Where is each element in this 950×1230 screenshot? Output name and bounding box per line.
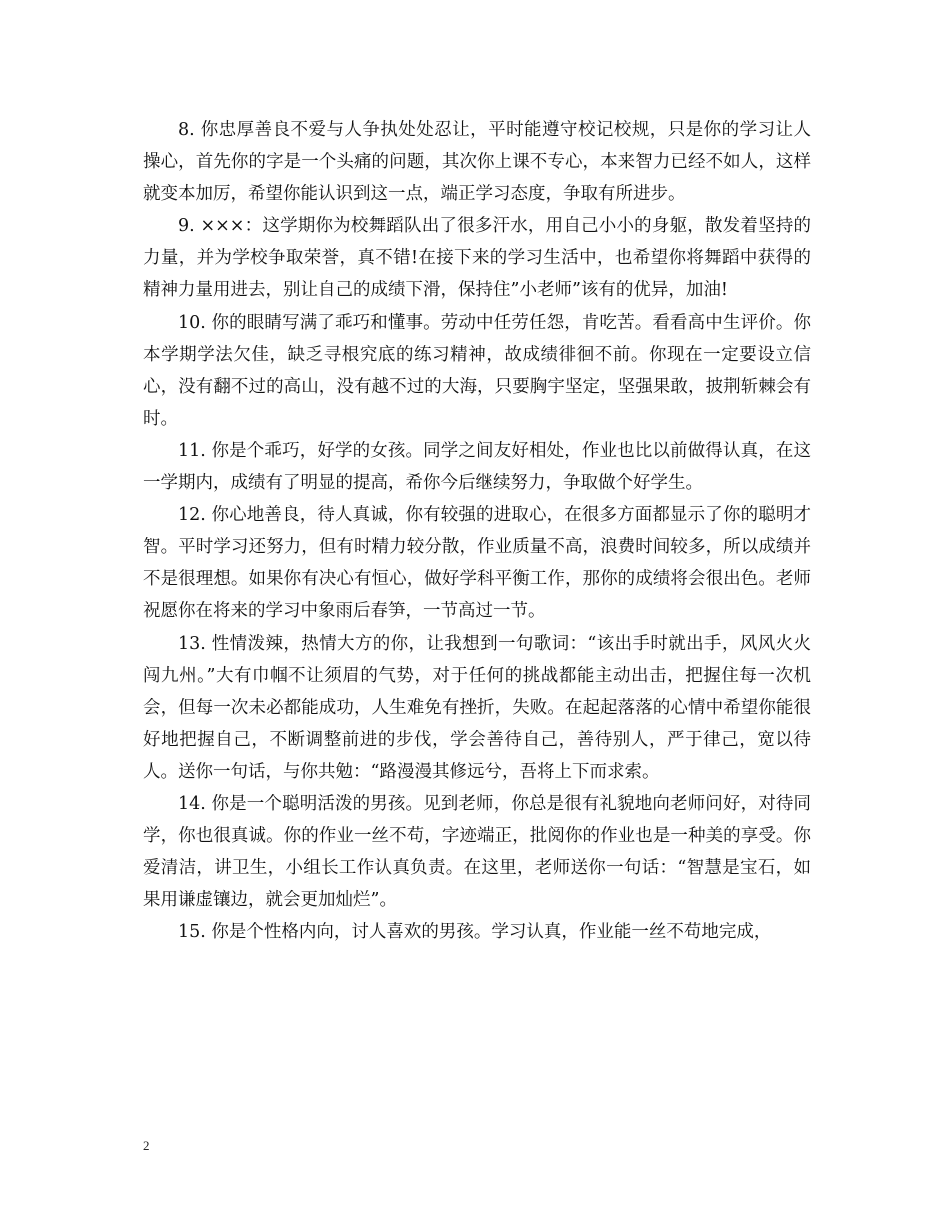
paragraph-12: 12. 你心地善良，待人真诚，你有较强的进取心，在很多方面都显示了你的聪明才智。平时学习还努力，但有时精力较分散，作业质量不高，浪费时间较多，所以成绩并不是很理想。如果你有决心有恒心，做好学科平衡工作，那你的成绩将会很出色。老师祝愿你在将来的学习中象雨后春笋，一节高过一节。 bbox=[143, 505, 811, 622]
paragraph-8: 8. 你忠厚善良不爱与人争执处处忍让，平时能遵守校记校规，只是你的学习让人操心，首先你的字是一个头痛的问题，其次你上课不专心，本来智力已经不如人，这样就变本加厉，希望你能认识到这一点，端正学习态度，争取有所进步。 bbox=[143, 120, 811, 205]
paragraph-11: 11. 你是个乖巧，好学的女孩。同学之间友好相处，作业也比以前做得认真，在这一学期内，成绩有了明显的提高，希你今后继续努力，争取做个好学生。 bbox=[143, 440, 811, 494]
paragraph-15: 15. 你是个性格内向，讨人喜欢的男孩。学习认真，作业能一丝不苟地完成， bbox=[178, 922, 772, 943]
page-number: 2 bbox=[143, 1138, 150, 1153]
paragraph-13: 13. 性情泼辣，热情大方的你，让我想到一句歌词：“该出手时就出手，风风火火闯九州。”大有巾帼不让须眉的气势，对于任何的挑战都能主动出击，把握住每一次机会，但每一次未必都能成功，人生难免有挫折，失败。在起起落落的心情中希望你能很好地把握自己，不断调整前进的步伐，学会善待自己，善待别人，严于律己，宽以待人。送你一句话，与你共勉：“路漫漫其修远兮，吾将上下而求索。 bbox=[143, 633, 811, 782]
paragraph-14: 14. 你是一个聪明活泼的男孩。见到老师，你总是很有礼貌地向老师问好，对待同学，你也很真诚。你的作业一丝不苟，字迹端正，批阅你的作业也是一种美的享受。你爱清洁，讲卫生，小组长工作认真负责。在这里，老师送你一句话：“智慧是宝石，如果用谦虚镶边，就会更加灿烂”。 bbox=[143, 793, 811, 911]
body-text bbox=[143, 114, 811, 948]
paragraph-9: 9. ×××：这学期你为校舞蹈队出了很多汗水，用自己小小的身躯，散发着坚持的力量，并为学校争取荣誉，真不错!在接下来的学习生活中，也希望你将舞蹈中获得的精神力量用进去，别让自己的成绩下滑，保持住”小老师”该有的优异，加油! bbox=[143, 216, 811, 301]
paragraph-10: 10. 你的眼睛写满了乖巧和懂事。劳动中任劳任怨，肯吃苦。看看高中生评价。你本学期学法欠佳，缺乏寻根究底的练习精神，故成绩徘徊不前。你现在一定要设立信心，没有翻不过的高山，没有越不过的大海，只要胸宇坚定，坚强果敢，披荆斩棘会有时。 bbox=[143, 312, 811, 429]
